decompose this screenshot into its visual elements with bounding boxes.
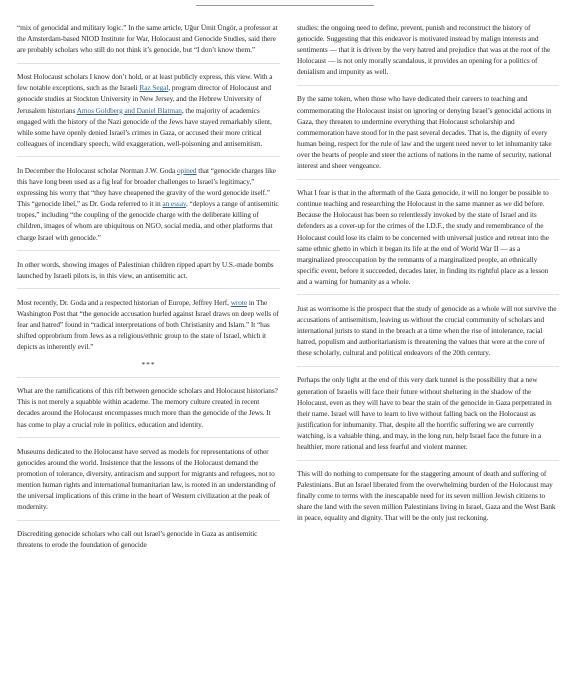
paragraph: Discrediting genocide scholars who call out Israel’s genocide in Gaza as antisemitic threatens to erode the foundation of genocide bbox=[17, 529, 258, 550]
paragraph-divider bbox=[17, 156, 280, 157]
link-opined[interactable]: opined bbox=[176, 165, 197, 175]
left-column bbox=[17, 22, 280, 558]
paragraph-divider bbox=[297, 179, 559, 180]
paragraph: In other words, showing images of Palestinian children ripped apart by U.S.-made bombs launched by Israeli pilots is, in this view, an antisemitic act. bbox=[17, 259, 274, 280]
paragraph: This will do nothing to compensate for the staggering amount of death and suffering of Palestinians. But an Israel liberated from the overwhelming burden of the Holocaust may finally come to terms with the inescapable need for its seven million Jewish citizens to share the land with the seven million Palestinians living in Israel, Gaza and the West Bank in peace, equality and dignity. That will be the only just reckoning. bbox=[297, 469, 556, 523]
paragraph-divider bbox=[17, 250, 280, 251]
paragraph: Museums dedicated to the Holocaust have served as models for representations of other genocides around the world. Insistence that the lessons of the Holocaust demand the promotion of tolerance, diversity, antiracism and support for migrants and refugees, not to mention human rights and international humanitarian law, is rooted in an understanding of the universal implications of this crime in the heart of Western civilization at the peak of modernity. bbox=[17, 446, 276, 512]
paragraph-divider bbox=[297, 85, 559, 86]
link-an-essay[interactable]: an essay bbox=[162, 199, 186, 209]
paragraph-divider bbox=[17, 520, 280, 521]
paragraph: What are the ramifications of this rift between genocide scholars and Holocaust historians? This is not merely a squabble within academe. The memory culture created in recent decades around the Holocaust encompasses much more than the genocide of the Jews. It has come to play a crucial role in politics, education and identity. bbox=[17, 386, 278, 429]
link-raz-segal[interactable]: Raz Segal bbox=[139, 83, 169, 93]
paragraph-divider bbox=[297, 460, 559, 461]
paragraph-divider bbox=[297, 294, 559, 295]
paragraph-divider bbox=[17, 437, 280, 438]
paragraph-divider bbox=[17, 288, 280, 289]
top-divider bbox=[196, 5, 374, 6]
paragraph: Most recently, Dr. Goda and a respected historian of Europe, Jeffrey Herf, wrote in The Washington Post that “the genocide accusation hurled against Israel draws on deep wells of fear and hatred” found in “radical interpretations of both Christianity and Islam.” It “has shifted opprobrium from Jews as a religious/ethnic group to the state of Israel, which it depicts as inherently evil.” bbox=[17, 297, 279, 352]
link-wrote[interactable]: wrote bbox=[230, 297, 248, 307]
paragraph: “mix of genocidal and military logic.” In the same article, Uğur Ümit Üngör, a professor at the Amsterdam-based NIOD Institute for War, Holocaust and Genocide Studies, said there are probably scholars who still do not think it’s genocide, but “I don’t know them.” bbox=[17, 23, 278, 55]
paragraph-divider bbox=[17, 63, 280, 64]
paragraph: In December the Holocaust scholar Norman J.W. Goda opined that “genocide charges like this have long been used as a fig leaf for broader challenges to Israel’s legitimacy,” expressing his worry that “they have cheapened the gravity of the word genocide itself.” This “genocide libel,” as Dr. Goda referred to it in an essay, “deploys a range of antisemitic tropes,” including “the coupling of the genocide charge with the deliberate killing of children, images of whom are ubiquitous on NGO, social media, and other platforms that charge Israel with genocide.” bbox=[17, 165, 279, 242]
paragraph-divider bbox=[17, 377, 280, 378]
paragraph: What I fear is that in the aftermath of the Gaza genocide, it will no longer be possible to continue teaching and researching the Holocaust in the same manner as we did before. Because the Holocaust has been so relentlessly invoked by the state of Israel and its defenders as a cover-up for the crimes of the I.D.F., the study and remembrance of the Holocaust could lose its claim to be concerned with universal justice and retreat into the same ethnic ghetto in which it began its life at the end of World War II — as a marginalized preoccupation by the remnants of a marginalized people, an ethnically specific event, before it succeeded, decades later, in finding its rightful place as a lesson and a warning for humanity as a whole. bbox=[297, 188, 549, 286]
section-break-stars: *** bbox=[141, 359, 156, 369]
paragraph: By the same token, when those who have dedicated their careers to teaching and commemorating the Holocaust insist on ignoring or denying Israel’s genocidal actions in Gaza, they threaten to undermine everything that Holocaust scholarship and commemoration have stood for in the past several decades. That is, the dignity of every human being, respect for the rule of law and the urgent need never to let inhumanity take over the hearts of people and steer the actions of nations in the name of security, national interest and sheer vengeance. bbox=[297, 94, 552, 171]
right-column bbox=[297, 22, 559, 531]
paragraph: studies: the ongoing need to define, prevent, punish and reconstruct the history of genocide. Suggesting that this endeavor is motivated instead by malign interests and sentiments — that it is driven by the very hatred and prejudice that was at the root of the Holocaust — is not only morally scandalous, it provides an opening for a politics of denialism and impunity as well. bbox=[297, 23, 551, 77]
link-goldberg-blatman[interactable]: Amos Goldberg and Daniel Blatman bbox=[76, 105, 182, 115]
paragraph: Just as worrisome is the prospect that the study of genocide as a whole will not survive the accusations of antisemitism, leaving us without the crucial community of scholars and international jurists to stand in the breach at a time when the rise of intolerance, racial hatred, populism and authoritarianism is threatening the values that were at the core of these scholarly, cultural and political endeavors of the 20th century. bbox=[297, 303, 557, 358]
paragraph: Most Holocaust scholars I know don’t hold, or at least publicly express, this view. With a few notable exceptions, such as the Israeli Raz Segal, program director of Holocaust and genocide studies at Stockton University in New Jersey, and the Hebrew University of Jerusalem historians Amos Goldberg and Daniel Blatman, the majority of academics engaged with the history of the Nazi genocide of the Jews have stayed remarkably silent, while some have openly denied Israel’s crimes in Gaza, or accused their more critical colleagues of incendiary speech, wild exaggeration, well-poisoning and antisemitism. bbox=[17, 72, 273, 148]
paragraph-divider bbox=[297, 366, 559, 367]
paragraph: Perhaps the only light at the end of this very dark tunnel is the possibility that a new generation of Israelis will face their future without sheltering in the shadow of the Holocaust, even as they will have to bear the stain of the genocide in Gaza perpetrated in their name. Israel will have to learn to live without falling back on the Holocaust as justification for inhumanity. That, despite all the horrific suffering we are currently watching, is a valuable thing, and may, in the long run, help Israel face the future in a healthier, more rational and less fearful and violent manner. bbox=[297, 375, 552, 451]
